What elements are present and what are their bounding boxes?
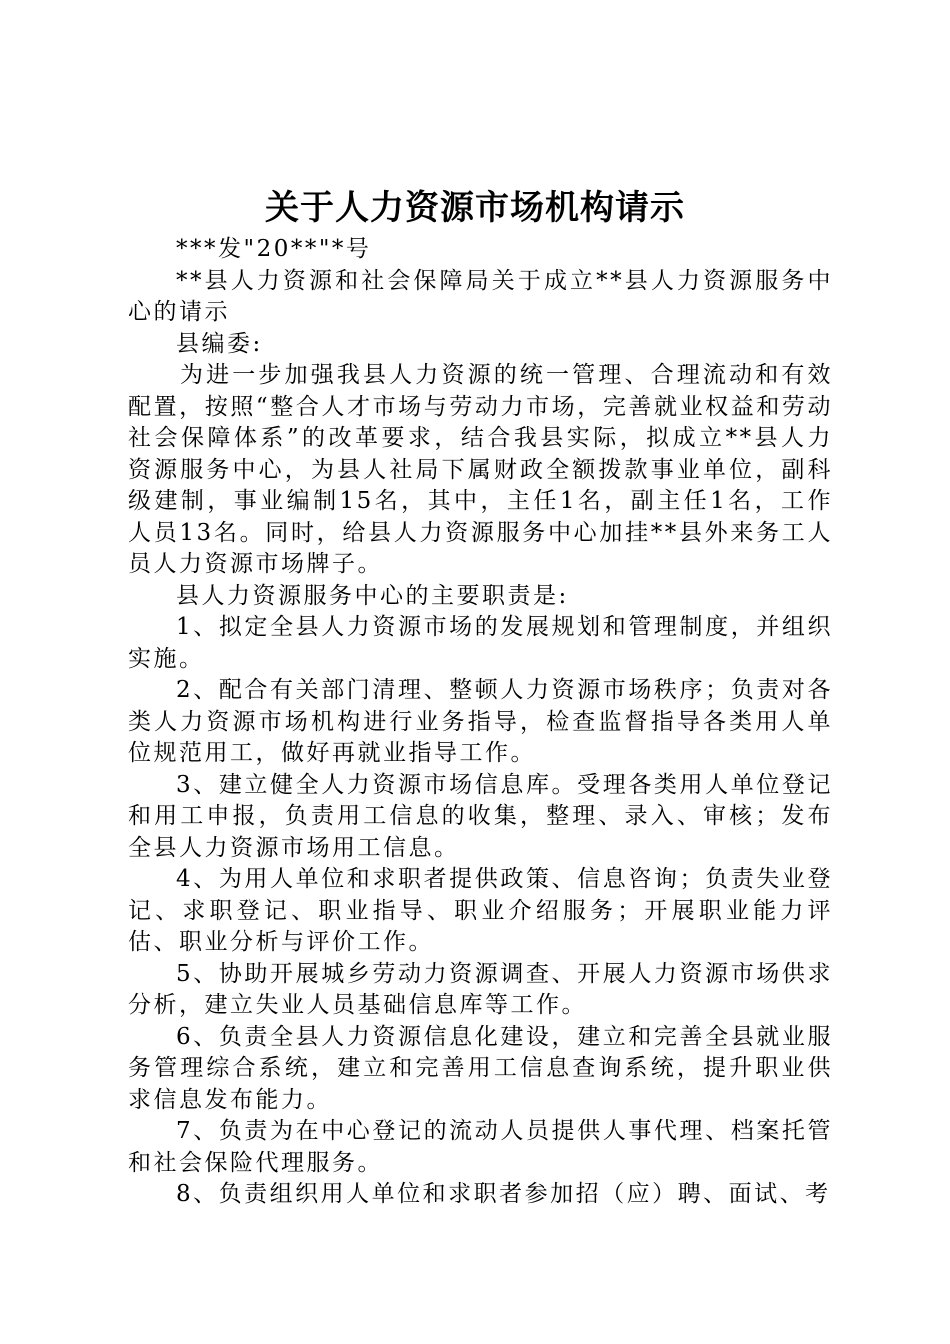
duty-item-8: 8、负责组织用人单位和求职者参加招（应）聘、面试、考 — [176, 1181, 831, 1207]
duty-item-6: 6、负责全县人力资源信息化建设，建立和完善全县就业服务管理综合系统，建立和完善用工信息查询系统，提升职业供求信息发布能力。 — [128, 1023, 833, 1113]
duty-item-2: 2、配合有关部门清理、整顿人力资源市场秩序；负责对各类人力资源市场机构进行业务指导，检查监督指导各类用人单位规范用工，做好再就业指导工作。 — [128, 677, 833, 766]
request-heading: **县人力资源和社会保障局关于成立**县人力资源服务中心的请示 — [128, 267, 833, 325]
duty-item-1: 1、拟定全县人力资源市场的发展规划和管理制度，并组织实施。 — [128, 614, 833, 672]
addressee: 县编委: — [176, 330, 263, 357]
duty-item-4: 4、为用人单位和求职者提供政策、信息咨询；负责失业登记、求职登记、职业指导、职业介绍服务；开展职业能力评估、职业分析与评价工作。 — [128, 866, 833, 955]
duties-heading: 县人力资源服务中心的主要职责是: — [176, 582, 569, 609]
duty-item-7: 7、负责为在中心登记的流动人员提供人事代理、档案托管和社会保险代理服务。 — [128, 1118, 833, 1176]
document-title: 关于人力资源市场机构请示 — [265, 188, 685, 228]
duty-item-5: 5、协助开展城乡劳动力资源调查、开展人力资源市场供求分析，建立失业人员基础信息库等工作。 — [128, 960, 833, 1018]
document-body — [128, 234, 833, 1211]
paragraph-intro: 为进一步加强我县人力资源的统一管理、合理流动和有效配置，按照“整合人才市场与劳动力市场，完善就业权益和劳动社会保障体系”的改革要求，结合我县实际，拟成立**县人力资源服务中心，为县人社局下属财政全额拨款事业单位，副科级建制，事业编制15名，其中，主任1名，副主任1名，工作人员13名。同时，给县人力资源服务中心加挂**县外来务工人员人力资源市场牌子。 — [128, 362, 833, 577]
document-number: ***发"20**"*号 — [176, 236, 372, 262]
duty-item-3: 3、建立健全人力资源市场信息库。受理各类用人单位登记和用工申报，负责用工信息的收集，整理、录入、审核；发布全县人力资源市场用工信息。 — [128, 771, 833, 861]
